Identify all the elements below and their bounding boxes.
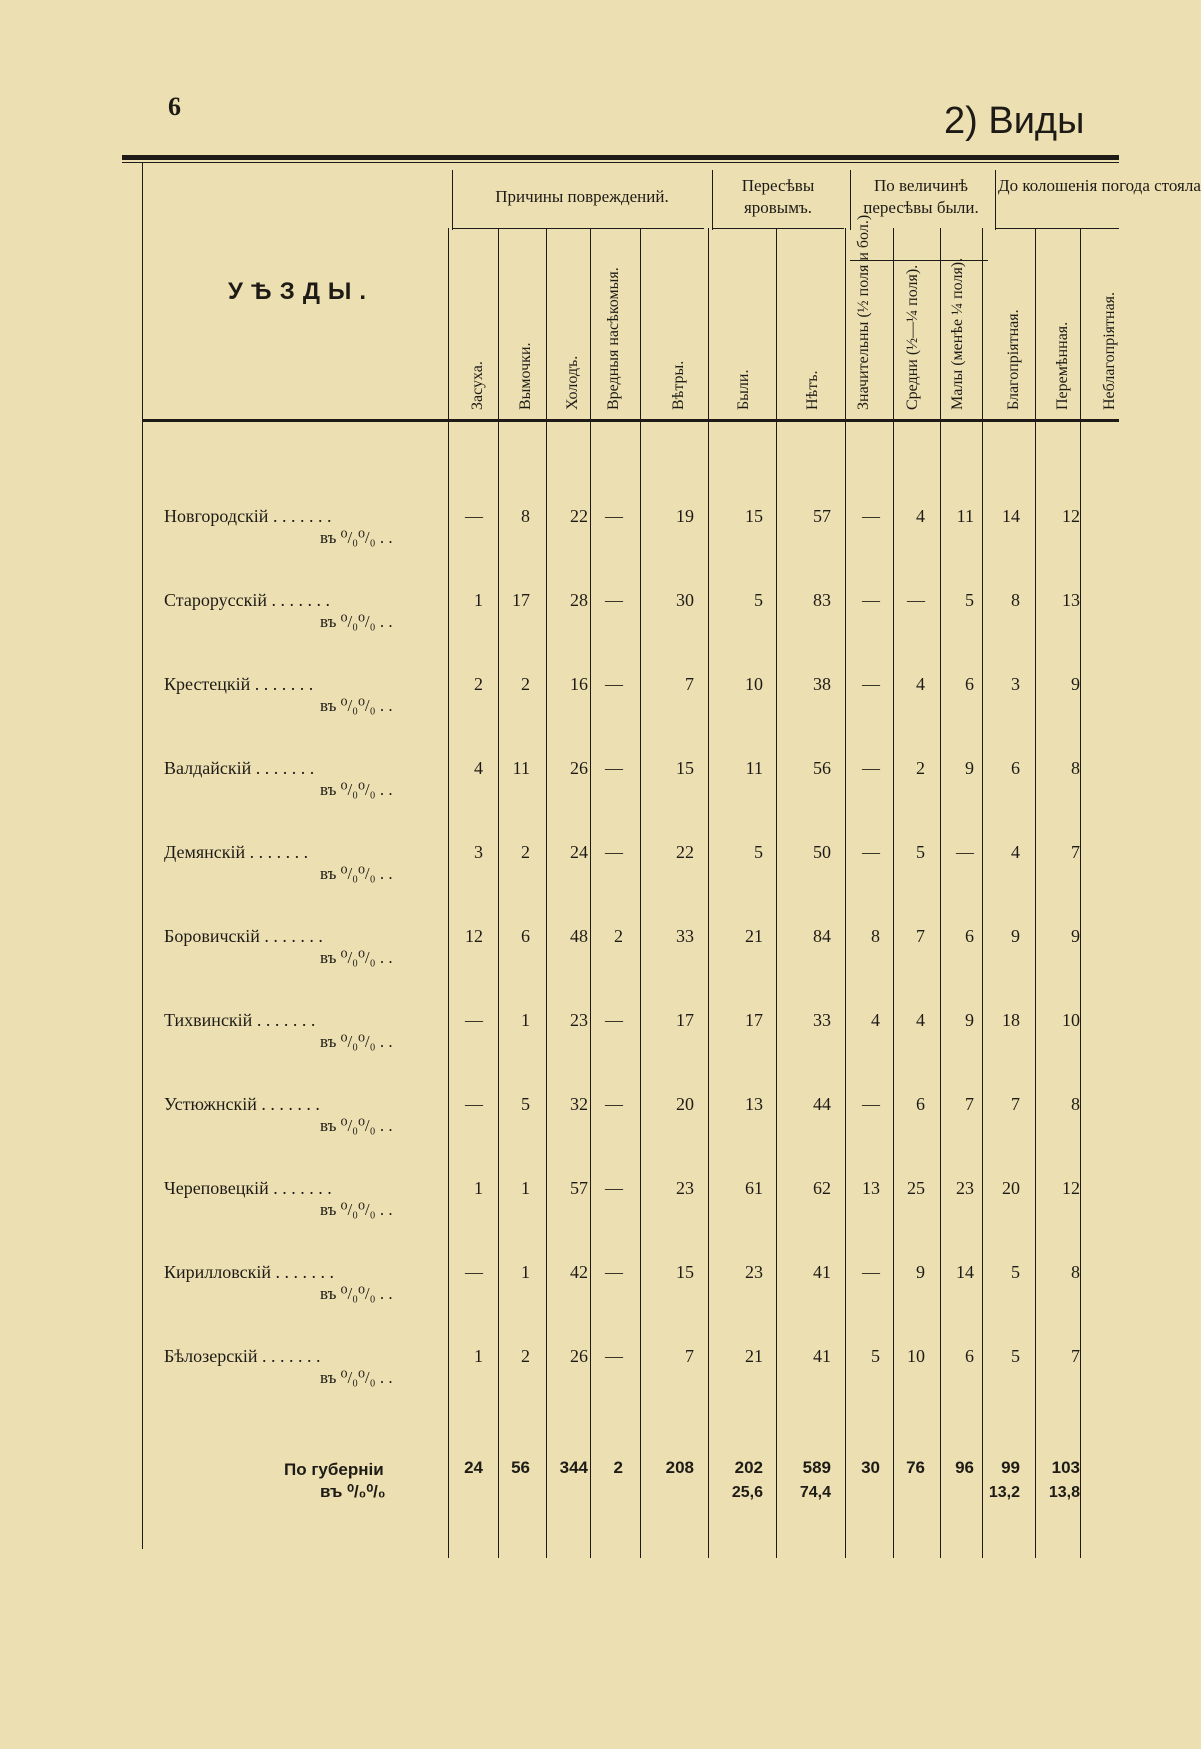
total-cell: 76 xyxy=(906,1458,925,1477)
table-left-border xyxy=(142,163,143,1549)
table-cell: 26 xyxy=(570,1346,588,1366)
row-district-name: Крестецкій . . . . . . . xyxy=(164,674,314,694)
table-cell: — xyxy=(605,1262,623,1282)
table-cell: 8 xyxy=(521,506,530,526)
table-cell: — xyxy=(605,1178,623,1198)
total-cell: 24 xyxy=(464,1458,483,1477)
table-cell: 5 xyxy=(871,1346,880,1366)
table-cell: 50 xyxy=(813,842,831,862)
table-cell: 7 xyxy=(1071,1346,1080,1366)
row-district-name: Тихвинскій . . . . . . . xyxy=(164,1010,316,1030)
row-district-name: Демянскій . . . . . . . xyxy=(164,842,309,862)
table-cell: — xyxy=(605,758,623,778)
row-district-name: Бѣлозерскій . . . . . . . xyxy=(164,1346,321,1366)
table-cell: 56 xyxy=(813,758,831,778)
table-cell: 13 xyxy=(745,1094,763,1114)
col-head-winds: Вѣтры. xyxy=(670,360,687,410)
table-cell: 2 xyxy=(474,674,483,694)
table-cell: 14 xyxy=(1002,506,1020,526)
table-cell: 4 xyxy=(916,674,925,694)
table-top-rule-thin xyxy=(122,162,1119,163)
group-divider xyxy=(452,170,453,230)
table-cell: 62 xyxy=(813,1178,831,1198)
table-cell: — xyxy=(605,1346,623,1366)
total-percent-cell: 13,8 xyxy=(1048,1484,1080,1501)
table-cell: 4 xyxy=(871,1010,880,1030)
total-row-sub: въ ⁰/₀⁰/₀ xyxy=(320,1482,386,1501)
group-reseeding-heading: Пересѣвы яровымъ. xyxy=(741,176,815,217)
col-head-weather-good: Благопріятная. xyxy=(1005,309,1022,410)
table-cell: 8 xyxy=(1071,758,1080,778)
table-header-rule xyxy=(142,419,1119,422)
total-row-label: По губерніи xyxy=(284,1460,384,1479)
table-cell: 13 xyxy=(862,1178,880,1198)
table-cell: 20 xyxy=(676,1094,694,1114)
table-cell: 17 xyxy=(676,1010,694,1030)
table-cell: 32 xyxy=(570,1094,588,1114)
total-percent-cell: 13,2 xyxy=(988,1484,1020,1501)
table-cell: 28 xyxy=(570,590,588,610)
table-cell: 12 xyxy=(465,926,483,946)
group-causes-heading: Причины повреждений. xyxy=(495,187,669,206)
row-percent-label: въ ⁰/₀⁰/₀ . . xyxy=(320,1032,393,1051)
table-cell: 61 xyxy=(745,1178,763,1198)
col-head-weather-mixed: Перемѣнная. xyxy=(1054,321,1071,410)
col-head-soaking: Вымочки. xyxy=(517,342,534,410)
table-cell: — xyxy=(862,1262,880,1282)
table-cell: 10 xyxy=(1062,1010,1080,1030)
table-cell: 8 xyxy=(1071,1262,1080,1282)
col-head-reseed-yes: Были. xyxy=(735,369,752,410)
row-percent-label: въ ⁰/₀⁰/₀ . . xyxy=(320,1200,393,1219)
row-district-name: Боровичскій . . . . . . . xyxy=(164,926,323,946)
table-cell: — xyxy=(605,1094,623,1114)
table-cell: — xyxy=(956,842,974,862)
row-percent-label: въ ⁰/₀⁰/₀ . . xyxy=(320,1368,393,1387)
table-cell: 5 xyxy=(965,590,974,610)
total-cell: 589 xyxy=(802,1458,831,1477)
table-cell: 5 xyxy=(754,590,763,610)
col-head-reseed-no: Нѣтъ. xyxy=(804,370,821,410)
table-cell: 16 xyxy=(570,674,588,694)
col-head-weather-bad: Неблагопріятная. xyxy=(1101,291,1118,410)
group-size-heading: По величинѣ пересѣвы были. xyxy=(863,176,979,217)
table-cell: 24 xyxy=(570,842,588,862)
table-cell: — xyxy=(465,506,483,526)
table-cell: 30 xyxy=(676,590,694,610)
table-cell: 12 xyxy=(1062,506,1080,526)
table-cell: 9 xyxy=(916,1262,925,1282)
table-cell: 6 xyxy=(965,674,974,694)
table-cell: — xyxy=(862,674,880,694)
table-cell: 22 xyxy=(676,842,694,862)
table-cell: 6 xyxy=(1011,758,1020,778)
table-cell: 7 xyxy=(965,1094,974,1114)
table-cell: 9 xyxy=(1071,926,1080,946)
table-cell: 20 xyxy=(1002,1178,1020,1198)
table-cell: 23 xyxy=(676,1178,694,1198)
table-cell: 4 xyxy=(916,506,925,526)
table-cell: 23 xyxy=(745,1262,763,1282)
group-divider xyxy=(850,170,851,230)
row-percent-label: въ ⁰/₀⁰/₀ . . xyxy=(320,780,393,799)
row-district-name: Новгородскій . . . . . . . xyxy=(164,506,332,526)
table-cell: — xyxy=(465,1010,483,1030)
table-cell: 6 xyxy=(965,926,974,946)
table-cell: 6 xyxy=(965,1346,974,1366)
group-weather-heading: До колошенія погода стояла xyxy=(998,176,1201,195)
table-cell: 38 xyxy=(813,674,831,694)
total-percent-cell: 74,4 xyxy=(799,1484,831,1501)
table-cell: 1 xyxy=(521,1262,530,1282)
table-cell: — xyxy=(465,1094,483,1114)
row-percent-label: въ ⁰/₀⁰/₀ . . xyxy=(320,948,393,967)
table-cell: 10 xyxy=(907,1346,925,1366)
col-head-cold: Холодъ. xyxy=(564,355,581,410)
table-cell: 7 xyxy=(1011,1094,1020,1114)
table-cell: 3 xyxy=(474,842,483,862)
row-percent-label: въ ⁰/₀⁰/₀ . . xyxy=(320,528,393,547)
table-cell: 2 xyxy=(916,758,925,778)
row-district-name: Устюжнскій . . . . . . . xyxy=(164,1094,320,1114)
table-cell: — xyxy=(605,1010,623,1030)
total-percent-cell: 25,6 xyxy=(731,1484,763,1501)
table-cell: 1 xyxy=(521,1010,530,1030)
table-cell: 5 xyxy=(916,842,925,862)
table-cell: — xyxy=(907,590,925,610)
table-top-rule xyxy=(122,155,1119,160)
table-cell: 10 xyxy=(745,674,763,694)
table-cell: 7 xyxy=(916,926,925,946)
table-cell: 2 xyxy=(614,926,623,946)
table-cell: 8 xyxy=(1071,1094,1080,1114)
table-cell: 33 xyxy=(813,1010,831,1030)
table-cell: 5 xyxy=(754,842,763,862)
col-head-size-small: Малы (менѣе ¼ поля). xyxy=(949,257,966,410)
table-cell: 4 xyxy=(1011,842,1020,862)
row-percent-label: въ ⁰/₀⁰/₀ . . xyxy=(320,612,393,631)
table-cell: 15 xyxy=(676,758,694,778)
table-cell: 4 xyxy=(474,758,483,778)
row-district-name: Старорусскій . . . . . . . xyxy=(164,590,330,610)
total-cell: 202 xyxy=(734,1458,763,1477)
row-percent-label: въ ⁰/₀⁰/₀ . . xyxy=(320,864,393,883)
table-cell: — xyxy=(605,842,623,862)
table-cell: 57 xyxy=(570,1178,588,1198)
table-cell: 19 xyxy=(676,506,694,526)
table-cell: 7 xyxy=(1071,842,1080,862)
col-head-size-medium: Средни (½—¼ поля). xyxy=(904,264,921,410)
table-cell: 1 xyxy=(474,1346,483,1366)
page-number: 6 xyxy=(168,92,181,121)
table-cell: — xyxy=(605,674,623,694)
table-cell: 1 xyxy=(474,590,483,610)
table-cell: 8 xyxy=(871,926,880,946)
table-cell: 11 xyxy=(745,758,763,778)
table-cell: 42 xyxy=(570,1262,588,1282)
table-cell: 9 xyxy=(1071,674,1080,694)
total-cell: 103 xyxy=(1051,1458,1080,1477)
col-head-drought: Засуха. xyxy=(469,361,486,410)
table-cell: — xyxy=(465,1262,483,1282)
table-cell: 9 xyxy=(965,1010,974,1030)
table-cell: 23 xyxy=(956,1178,974,1198)
table-cell: — xyxy=(862,1094,880,1114)
table-cell: 3 xyxy=(1011,674,1020,694)
uezdy-heading: УѢЗДЫ. xyxy=(228,278,375,305)
row-percent-label: въ ⁰/₀⁰/₀ . . xyxy=(320,1284,393,1303)
table-cell: 33 xyxy=(676,926,694,946)
table-cell: 7 xyxy=(685,674,694,694)
total-cell: 56 xyxy=(511,1458,530,1477)
table-cell: 41 xyxy=(813,1346,831,1366)
table-cell: 13 xyxy=(1062,590,1080,610)
table-cell: 57 xyxy=(813,506,831,526)
table-cell: 8 xyxy=(1011,590,1020,610)
table-cell: 84 xyxy=(813,926,831,946)
table-cell: 4 xyxy=(916,1010,925,1030)
total-cell: 208 xyxy=(665,1458,694,1477)
table-cell: 12 xyxy=(1062,1178,1080,1198)
table-cell: — xyxy=(862,842,880,862)
table-cell: 2 xyxy=(521,1346,530,1366)
table-cell: 23 xyxy=(570,1010,588,1030)
table-cell: 2 xyxy=(521,842,530,862)
section-title: 2) Виды xyxy=(944,100,1085,142)
table-cell: 1 xyxy=(521,1178,530,1198)
column-divider xyxy=(1080,228,1081,1558)
table-cell: 21 xyxy=(745,1346,763,1366)
group-divider xyxy=(712,170,713,230)
table-cell: 15 xyxy=(745,506,763,526)
col-head-size-large: Значительны (½ поля и бол.). xyxy=(855,210,872,410)
table-cell: 5 xyxy=(1011,1262,1020,1282)
table-cell: 17 xyxy=(512,590,530,610)
total-cell: 30 xyxy=(861,1458,880,1477)
row-district-name: Череповецкій . . . . . . . xyxy=(164,1178,332,1198)
table-cell: — xyxy=(605,590,623,610)
row-percent-label: въ ⁰/₀⁰/₀ . . xyxy=(320,1116,393,1135)
table-cell: 83 xyxy=(813,590,831,610)
table-cell: 7 xyxy=(685,1346,694,1366)
table-cell: 14 xyxy=(956,1262,974,1282)
row-district-name: Кирилловскій . . . . . . . xyxy=(164,1262,334,1282)
table-cell: 25 xyxy=(907,1178,925,1198)
table-cell: 5 xyxy=(521,1094,530,1114)
table-cell: 9 xyxy=(965,758,974,778)
table-cell: 15 xyxy=(676,1262,694,1282)
table-cell: 22 xyxy=(570,506,588,526)
table-cell: 1 xyxy=(474,1178,483,1198)
table-cell: — xyxy=(605,506,623,526)
group-divider xyxy=(995,170,996,230)
total-cell: 344 xyxy=(559,1458,588,1477)
table-cell: 17 xyxy=(745,1010,763,1030)
col-head-insects: Вредныя насѣкомыя. xyxy=(605,267,622,410)
table-cell: 6 xyxy=(916,1094,925,1114)
row-district-name: Валдайскій . . . . . . . xyxy=(164,758,315,778)
total-cell: 99 xyxy=(1001,1458,1020,1477)
table-cell: 11 xyxy=(512,758,530,778)
table-cell: 44 xyxy=(813,1094,831,1114)
table-cell: — xyxy=(862,758,880,778)
table-cell: 26 xyxy=(570,758,588,778)
table-cell: 18 xyxy=(1002,1010,1020,1030)
table-cell: 9 xyxy=(1011,926,1020,946)
total-cell: 96 xyxy=(955,1458,974,1477)
table-cell: 21 xyxy=(745,926,763,946)
table-cell: 5 xyxy=(1011,1346,1020,1366)
table-cell: — xyxy=(862,590,880,610)
row-percent-label: въ ⁰/₀⁰/₀ . . xyxy=(320,696,393,715)
table-cell: 41 xyxy=(813,1262,831,1282)
table-cell: 2 xyxy=(521,674,530,694)
total-cell: 2 xyxy=(613,1458,623,1477)
table-cell: 48 xyxy=(570,926,588,946)
table-cell: 6 xyxy=(521,926,530,946)
table-cell: — xyxy=(862,506,880,526)
table-cell: 11 xyxy=(956,506,974,526)
